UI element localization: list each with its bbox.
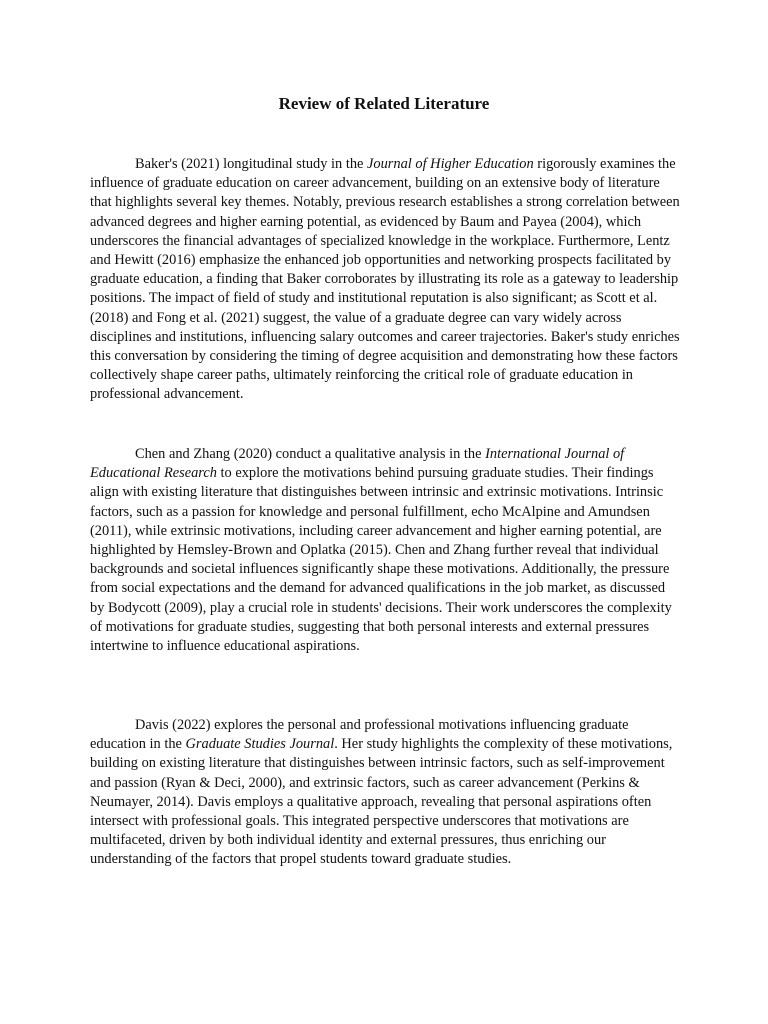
paragraph-baker (90, 155, 682, 405)
paragraph-chen-zhang (90, 445, 682, 656)
paragraph-text-before: Baker's (2021) longitudinal study in the (135, 156, 368, 172)
paragraph-text-after: to explore the motivations behind pursuing graduate studies. Their findings align with existing literature that distinguishes between intrinsic and extrinsic motivations. Intrinsic factors, such as a passion for knowledge and personal fulfillment, echo McAlpine and Amundsen (2011), while extrinsic motivations, including career advancement and higher earning potential, are highlighted by Hemsley-Brown and Oplatka (2015). Chen and Zhang further reveal that individual backgrounds and societal influences significantly shape these motivations. Additionally, the pressure from social expectations and the demand for advanced qualifications in the job market, as discussed by Bodycott (2009), play a crucial role in students' decisions. Their work underscores the complexity of motivations for graduate studies, suggesting that both personal interests and external pressures intertwine to influence educational aspirations. (90, 465, 672, 655)
paragraph-davis (90, 716, 682, 870)
journal-name: Graduate Studies Journal (185, 736, 335, 753)
document-title: Review of Related Literature (278, 94, 490, 113)
journal-name: International Journal of Educational Research (90, 446, 625, 482)
paragraph-text-after: rigorously examines the influence of graduate education on career advancement, building on an extensive body of literature that highlights several key themes. Notably, previous research establishes a strong correlation between advanced degrees and higher earning potential, as evidenced by Baum and Payea (2004), which underscores the financial advantages of specialized knowledge in the workplace. Furthermore, Lentz and Hewitt (2016) emphasize the enhanced job opportunities and networking prospects facilitated by graduate education, a finding that Baker corroborates by illustrating its role as a gateway to leadership positions. The impact of field of study and institutional reputation is also significant; as Scott et al. (2018) and Fong et al. (2021) suggest, the value of a graduate degree can vary widely across disciplines and institutions, influencing salary outcomes and career trajectories. Baker's study enriches this conversation by considering the timing of degree acquisition and demonstrating how these factors collectively shape career paths, ultimately reinforcing the critical role of graduate education in professional advancement. (90, 156, 680, 403)
journal-name: Journal of Higher Education (367, 156, 534, 172)
paragraph-text-after: . Her study highlights the complexity of these motivations, building on existing literature that distinguishes between intrinsic factors, such as self-improvement and passion (Ryan & Deci, 2000), and extrinsic factors, such as career advancement (Perkins & Neumayer, 2014). Davis employs a qualitative approach, revealing that personal aspirations often intersect with professional goals. This integrated perspective underscores that motivations are multifaceted, driven by both individual identity and external pressures, thus enriching our understanding of the factors that propel students toward graduate studies. (90, 736, 673, 868)
paragraph-text-before: Chen and Zhang (2020) conduct a qualitative analysis in the (135, 446, 486, 462)
paragraph-text-before: Davis (2022) explores the personal and professional motivations influencing graduate education in the (90, 717, 629, 753)
